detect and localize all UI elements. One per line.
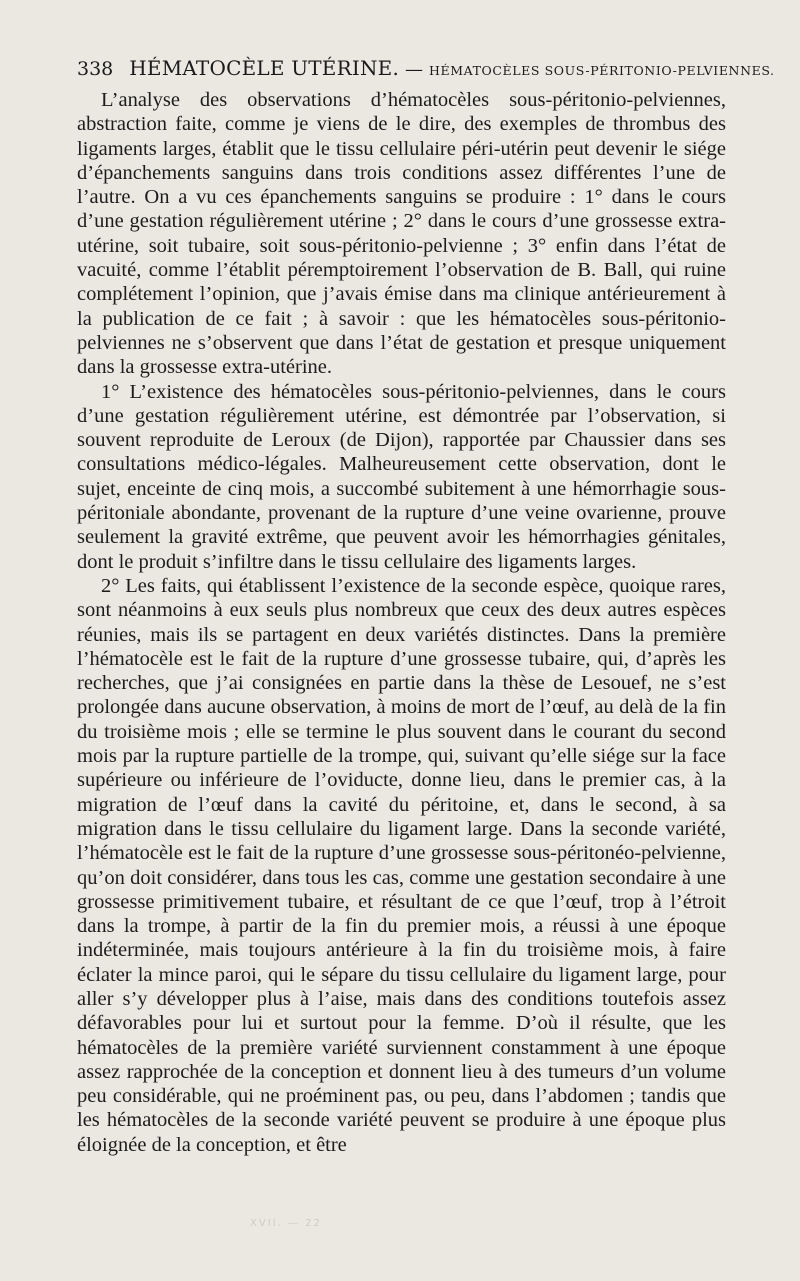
paragraph: 2° Les faits, qui établissent l’existence de la seconde espèce, quoique rares, sont néanmoins à eux seuls plus nombreux que ceux des deux autres espèces réunies, mais ils se partagent en deux variétés distinctes. Dans la première l’hématocèle est le fait de la rupture d’une grossesse tubaire, qui, d’après les recherches, que j’ai consignées en partie dans la thèse de Lesouef, ne s’est prolongée dans aucune observation, à moins de mort de l’œuf, au delà de la fin du troisième mois ; elle se termine le plus souvent dans le courant du second mois par la rupture partielle de la trompe, qui, suivant qu’elle siége sur la face supérieure ou inférieure de l’oviducte, donne lieu, dans le premier cas, à la migration de l’œuf dans la cavité du péritoine, et, dans le second, à sa migration dans le tissu cellulaire du ligament large. Dans la seconde variété, l’hématocèle est le fait de la rupture d’une grossesse sous-péritonéo-pelvienne, qu’on doit considérer, dans tous les cas, comme une gestation secondaire à une grossesse primitivement tubaire, et résultant de ce que l’œuf, trop à l’étroit dans la trompe, à partir de la fin du premier mois, a réussi à une époque indéterminée, mais toujours antérieure à la fin du troisième mois, à faire éclater la mince paroi, qui le sépare du tissu cellulaire du ligament large, pour aller s’y développer plus à l’aise, mais dans des conditions toutefois assez défavorables pour lui et surtout pour la femme. D’où il résulte, que les hématocèles de la première variété surviennent constamment à une époque assez rapprochée de la conception et donnent lieu à des tumeurs d’un volume peu considérable, qui ne proéminent pas, ou peu, dans l’abdomen ; tandis que les hématocèles de la seconde variété peuvent se produire à une époque plus éloignée de la conception, et être [77, 574, 726, 1156]
paragraph: L’analyse des observations d’hématocèles sous-péritonio-pelviennes, abstraction faite, comme je viens de le dire, des exemples de thrombus des ligaments larges, établit que le tissu cellulaire péri-utérin peut devenir le siége d’épanchements sanguins dans trois conditions assez différentes l’une de l’autre. On a vu ces épanchements sanguins se produire : 1° dans le cours d’une gestation régulièrement utérine ; 2° dans le cours d’une grossesse extra-utérine, soit tubaire, soit sous-péritonio-pelvienne ; 3° enfin dans l’état de vacuité, comme l’établit péremptoirement l’observation de B. Ball, qui ruine complétement l’opinion, que j’avais émise dans ma clinique antérieurement à la publication de ce fait ; à savoir : que les hématocèles sous-péritonio-pelviennes ne s’observent que dans l’état de gestation et presque uniquement dans la grossesse extra-utérine. [77, 89, 726, 379]
header-section: HÉMATOCÈLES SOUS-PÉRITONIO-PELVIENNES. [429, 63, 775, 78]
running-header [77, 56, 777, 80]
header-separator: — [405, 59, 424, 80]
bleed-through-text: XVII. — 22 [250, 1218, 322, 1229]
page-number: 338 [77, 58, 114, 80]
body-text [77, 88, 726, 1157]
paragraph: 1° L’existence des hématocèles sous-péritonio-pelviennes, dans le cours d’une gestation régulièrement utérine, est démontrée par l’observation, si souvent reproduite de Leroux (de Dijon), rapportée par Chaussier dans ses consultations médico-légales. Malheureusement cette observation, dont le sujet, enceinte de cinq mois, a succombé subitement à une hémorrhagie sous-péritoniale abondante, provenant de la rupture d’une veine ovarienne, prouve seulement la gravité extrême, que peuvent avoir les hémorrhagies génitales, dont le produit s’infiltre dans le tissu cellulaire des ligaments larges. [77, 380, 726, 573]
header-title: HÉMATOCÈLE UTÉRINE. [129, 56, 400, 80]
